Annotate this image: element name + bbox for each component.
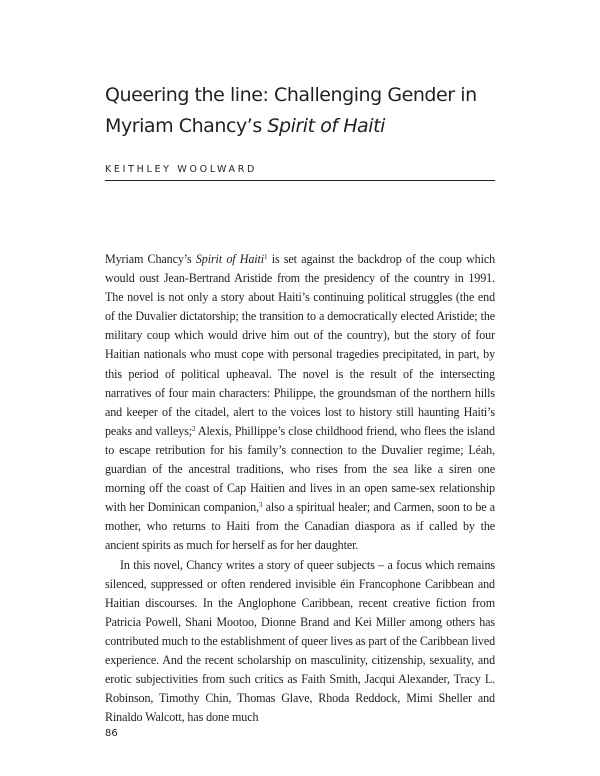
author-name: KEITHLEY WOOLWARD [105,164,258,175]
paragraph-1-text-c: Alexis, Phillippe’s close childhood friend, who flees the island to escape retribution for his family’s connection to the Duvalier regime; Léah, guardian of the ancestral traditions, who rises from the sea like a siren one morning off the coast of Cap Haitien and lives in an open same-sex relationship with her Dominican companion, [105,423,495,515]
paragraph-1-text-a: Myriam Chancy’s [105,252,196,266]
footnote-ref-2: 2 [191,424,196,433]
header-divider [105,180,495,181]
footnote-ref-1: 1 [264,253,268,261]
chapter-title-novel-name: Spirit of Haiti [267,115,385,137]
paragraph-1-text-b: is set against the backdrop of the coup which would oust Jean-Bertrand Aristide from the presidency of the country in 1991. The novel is not only a story about Haiti’s continuing political struggles (the end of the Duvalier dictatorship; the transition to a democratically elected Aristide; the military coup which would drive him out of the country), but the story of four Haitian nationals who must cope with personal tragedies precipitated, in part, by this period of political upheaval. The novel is the result of the intersecting narratives of four main characters: Philippe, the groundsman of the northern hills and keeper of the citadel, alert to the voices lost to history still haunting Haiti’s peaks and valleys; [105,252,495,438]
footnote-ref-3: 3 [259,501,263,510]
chapter-title-line-1: Queering the line: Challenging Gender in [105,84,477,106]
novel-title-italic: Spirit of Haiti [195,252,265,266]
page-number: 86 [105,728,118,739]
paragraph-1-text-d: also a spiritual healer; and Carmen, soon to be a mother, who returns to Haiti from the Canadian diaspora as if called by the ancient spirits as much for herself as for her daughter. [105,500,496,553]
paragraph-2: In this novel, Chancy writes a story of queer subjects – a focus which remains silenced, suppressed or often rendered invisible éin Francophone Caribbean and Haitian discourses. In the Anglophone Caribbean, recent creative fiction from Patricia Powell, Shani Mootoo, Dionne Brand and Kei Miller among others has contributed much to the establishment of queer lives as part of the Caribbean lived experience. And the recent scholarship on masculinity, citizenship, sexuality, and erotic subjectivities from such critics as Faith Smith, Jacqui Alexander, Tracy L. Robinson, Timothy Chin, Thomas Glave, Rhoda Reddock, Mimi Sheller and Rinaldo Walcott, has done much [105,557,495,725]
paragraph-1 [105,250,495,556]
body-text [105,250,495,727]
chapter-title-line-2: Myriam Chancy’s [105,115,268,137]
chapter-title [105,80,525,142]
